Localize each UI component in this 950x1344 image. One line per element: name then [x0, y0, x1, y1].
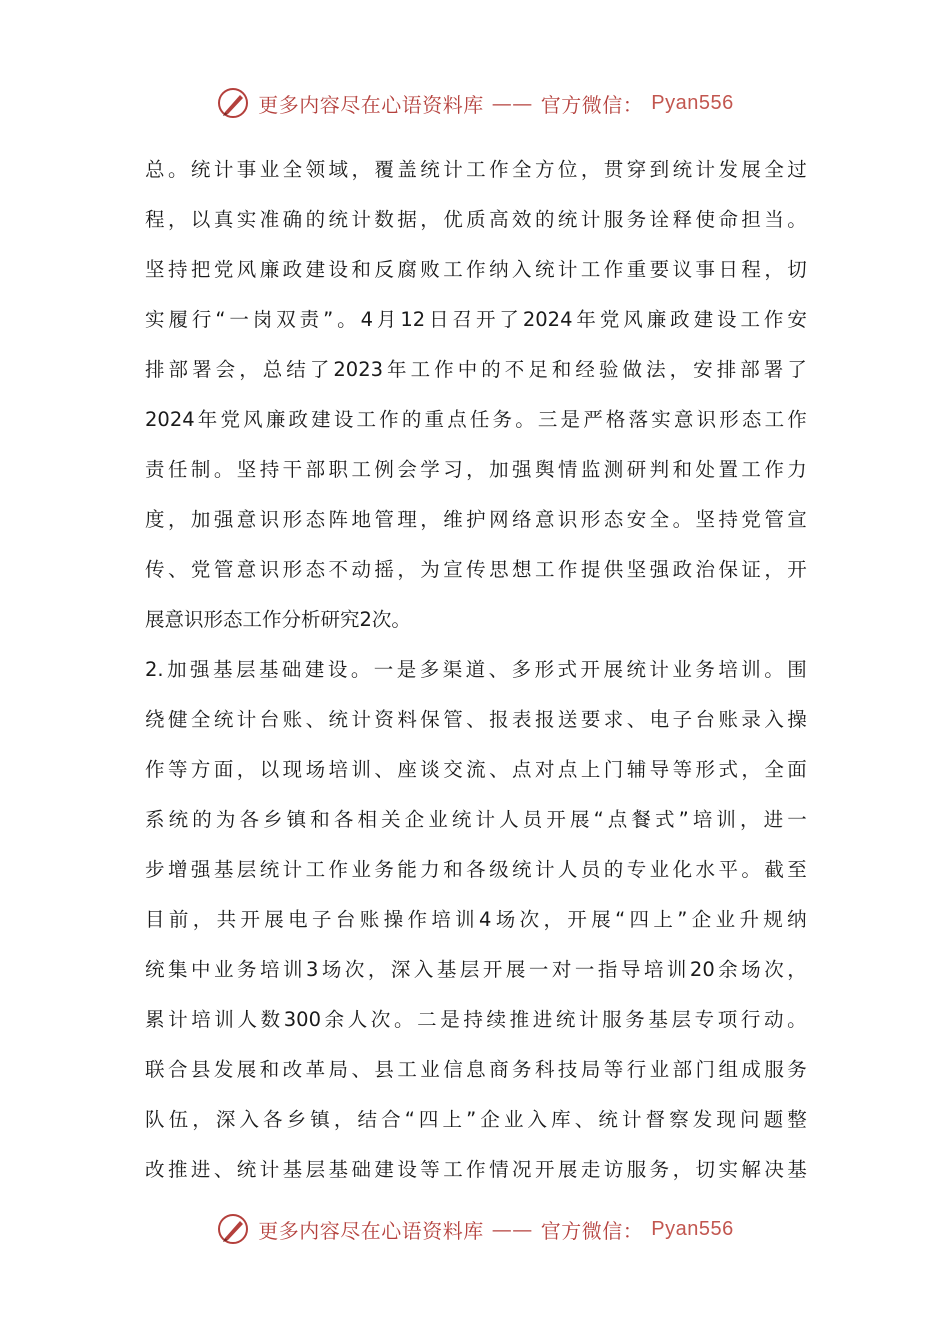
text-line: 目 前 ， 共 开 展 电 子 台 账 操 作 培 训 4 场 次 ， 开 展 “ 四 上 ” 企 业 升 规 纳 [145, 908, 807, 931]
watermark-dash: —— [491, 91, 533, 115]
text-line: 排 部 署 会 ， 总 结 了 2023 年 工 作 中 的 不 足 和 经 验 做 法 ， 安 排 部 署 了 [145, 358, 807, 381]
watermark-wechat-label: 官方微信： [540, 92, 644, 117]
text-line: 改 推 进 、 统 计 基 层 基 础 建 设 等 工 作 情 况 开 展 走 访 服 务 ， 切 实 解 决 基 [145, 1158, 807, 1181]
text-line: 传 、 党 管 意 识 形 态 不 动 摇 ， 为 宣 传 思 想 工 作 提 供 坚 强 政 治 保 证 ， 开 [145, 558, 807, 581]
text-line: 队 伍 ， 深 入 各 乡 镇 ， 结 合 “ 四 上 ” 企 业 入 库 、 统 计 督 察 发 现 问 题 整 [145, 1108, 807, 1131]
watermark-dash: —— [491, 1217, 533, 1241]
text-line: 联 合 县 发 展 和 改 革 局 、 县 工 业 信 息 商 务 科 技 局 等 行 业 部 门 组 成 服 务 [145, 1058, 807, 1081]
footer-watermark [0, 1212, 950, 1246]
watermark-wechat-id: Pyan556 [651, 1217, 734, 1240]
watermark-wechat-label: 官方微信： [540, 1218, 644, 1243]
text-line: 责 任 制 。 坚 持 干 部 职 工 例 会 学 习 ， 加 强 舆 情 监 测 研 判 和 处 置 工 作 力 [145, 458, 807, 481]
text-line: 系 统 的 为 各 乡 镇 和 各 相 关 企 业 统 计 人 员 开 展 “ 点 餐 式 ” 培 训 ， 进 一 [145, 808, 807, 831]
text-line: 统 集 中 业 务 培 训 3 场 次 ， 深 入 基 层 开 展 一 对 一 指 导 培 训 20 余 场 次 ， [145, 958, 807, 981]
header-watermark [0, 86, 950, 120]
text-line: 2024 年 党 风 廉 政 建 设 工 作 的 重 点 任 务 。 三 是 严 格 落 实 意 识 形 态 工 作 [145, 408, 807, 431]
text-line: 程 ， 以 真 实 准 确 的 统 计 数 据 ， 优 质 高 效 的 统 计 服 务 诠 释 使 命 担 当 。 [145, 208, 807, 231]
text-line: 总 。 统 计 事 业 全 领 域 ， 覆 盖 统 计 工 作 全 方 位 ， 贯 穿 到 统 计 发 展 全 过 [145, 158, 807, 181]
text-line: 步 增 强 基 层 统 计 工 作 业 务 能 力 和 各 级 统 计 人 员 的 专 业 化 水 平 。 截 至 [145, 858, 807, 881]
text-line: 实 履 行 “ 一 岗 双 责 ” 。 4 月 12 日 召 开 了 2024 年 党 风 廉 政 建 设 工 作 安 [145, 308, 807, 331]
text-line: 2. 加 强 基 层 基 础 建 设 。 一 是 多 渠 道 、 多 形 式 开 展 统 计 业 务 培 训 。 围 [145, 658, 807, 681]
text-line: 作 等 方 面 ， 以 现 场 培 训 、 座 谈 交 流 、 点 对 点 上 门 辅 导 等 形 式 ， 全 面 [145, 758, 807, 781]
document-body [145, 145, 807, 1195]
text-line: 展意识形态工作分析研究2次。 [145, 608, 411, 631]
text-line: 累 计 培 训 人 数 300 余 人 次 。 二 是 持 续 推 进 统 计 服 务 基 层 专 项 行 动 。 [145, 1008, 807, 1031]
pen-logo-icon [216, 1212, 250, 1246]
text-line: 度 ， 加 强 意 识 形 态 阵 地 管 理 ， 维 护 网 络 意 识 形 态 安 全 。 坚 持 党 管 宣 [145, 508, 807, 531]
pen-logo-icon [216, 86, 250, 120]
watermark-text: 更多内容尽在心语资料库 [258, 1218, 484, 1243]
text-line: 绕 健 全 统 计 台 账 、 统 计 资 料 保 管 、 报 表 报 送 要 求 、 电 子 台 账 录 入 操 [145, 708, 807, 731]
watermark-wechat-id: Pyan556 [651, 91, 734, 114]
text-line: 坚 持 把 党 风 廉 政 建 设 和 反 腐 败 工 作 纳 入 统 计 工 作 重 要 议 事 日 程 ， 切 [145, 258, 807, 281]
watermark-text: 更多内容尽在心语资料库 [258, 92, 484, 117]
